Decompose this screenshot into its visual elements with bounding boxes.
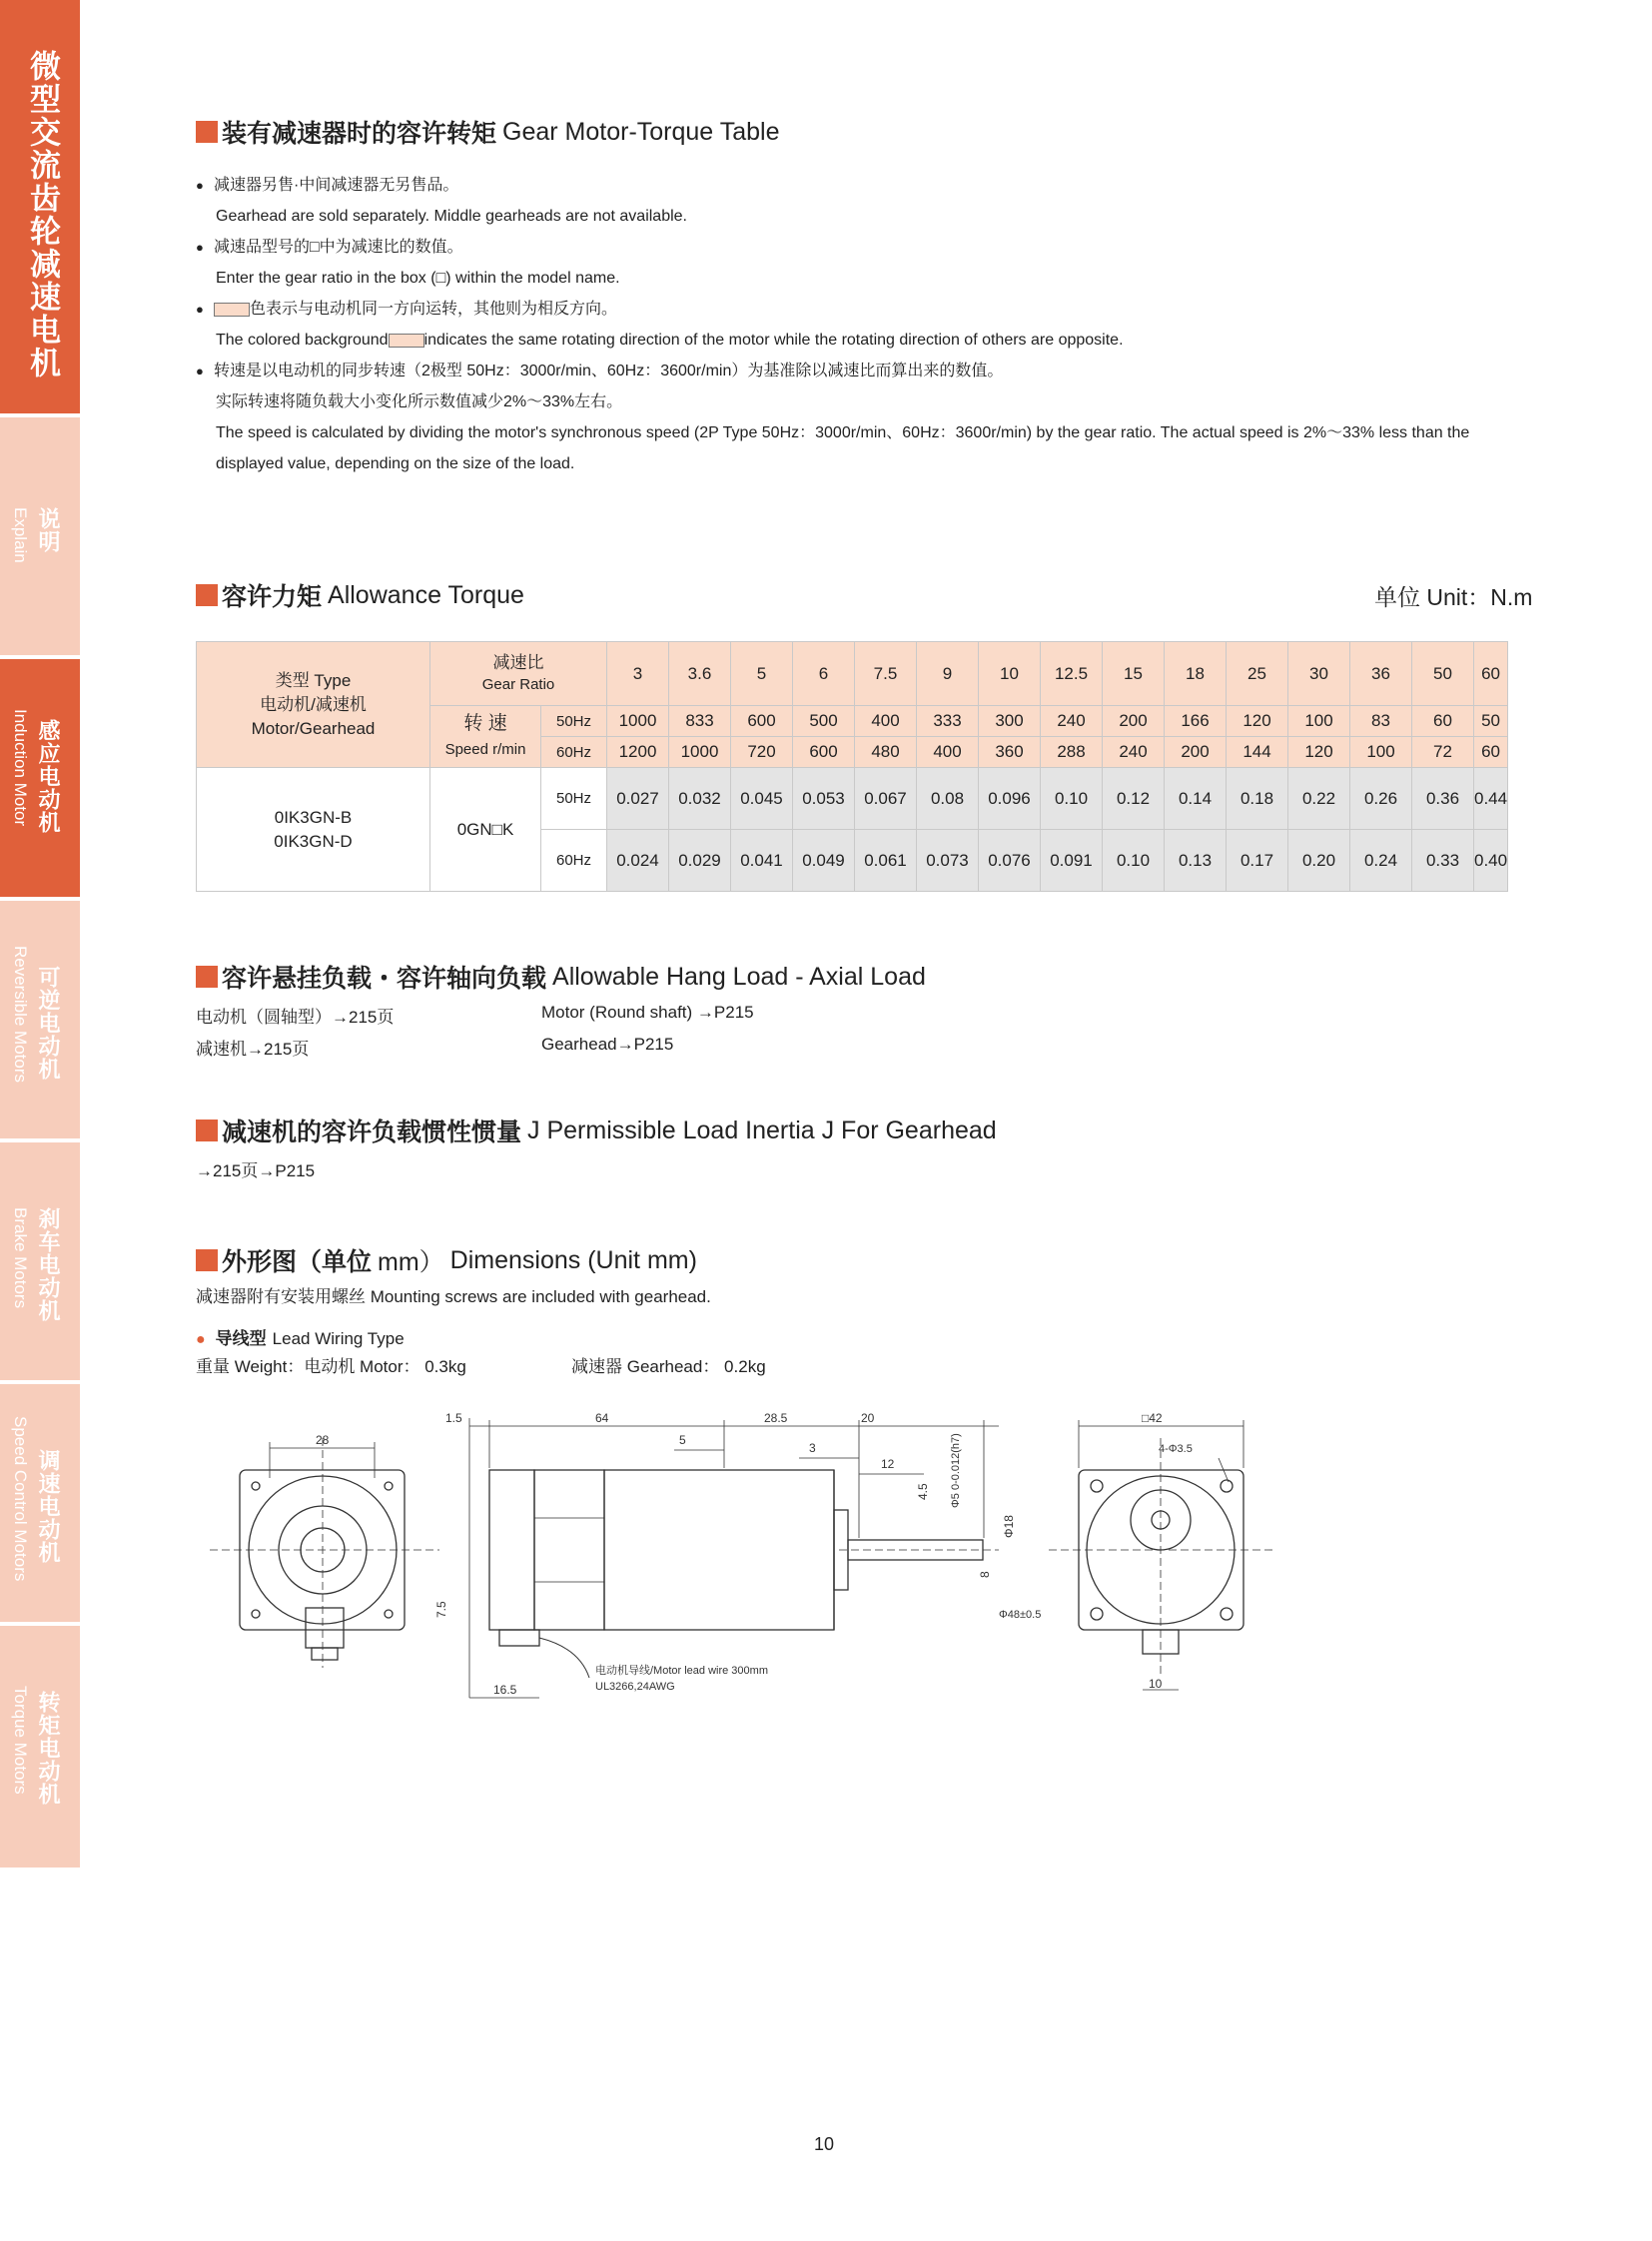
speed-cell: 360 xyxy=(979,737,1041,768)
dim-28-5: 28.5 xyxy=(764,1411,788,1425)
dim-shaft-dia: Φ5 0-0.012(h7) xyxy=(950,1433,962,1508)
speed-cell: 240 xyxy=(1041,706,1103,737)
sidebar-item-induction-motor[interactable]: 感应电动机 Induction Motor xyxy=(0,659,80,897)
torque-cell: 0.10 xyxy=(1041,768,1103,830)
torque-cell: 0.20 xyxy=(1288,830,1350,892)
ratio-cell: 10 xyxy=(979,642,1041,706)
lead-wiring-type: ● 导线型 Lead Wiring Type xyxy=(196,1329,405,1348)
hz-60-label: 60Hz xyxy=(541,737,607,768)
torque-cell: 0.045 xyxy=(731,768,793,830)
note-2-en: Enter the gear ratio in the box (□) within the model name. xyxy=(216,270,620,287)
torque-cell: 0.18 xyxy=(1227,768,1288,830)
section-title-torque-table: 装有减速器时的容许转矩 Gear Motor-Torque Table xyxy=(196,114,779,150)
sidebar-main-title: 微型交流齿轮减速电机 xyxy=(25,50,60,379)
hz-50-label: 50Hz xyxy=(541,768,607,830)
speed-cell: 1000 xyxy=(607,706,669,737)
torque-cell: 0.027 xyxy=(607,768,669,830)
type-header: 类型 Type 电动机/减速机 Motor/Gearhead xyxy=(197,642,430,768)
dim-28: 28 xyxy=(316,1433,330,1447)
sidebar-item-brake-motors[interactable]: 刹车电动机 Brake Motors xyxy=(0,1142,80,1380)
note-1-en: Gearhead are sold separately. Middle gearheads are not available. xyxy=(216,208,687,225)
dim-10: 10 xyxy=(1149,1677,1163,1691)
speed-cell: 200 xyxy=(1103,706,1165,737)
speed-cell: 72 xyxy=(1412,737,1474,768)
speed-cell: 833 xyxy=(669,706,731,737)
front-view-motor xyxy=(210,1438,439,1668)
page-number: 10 xyxy=(814,2134,835,2154)
speed-cell: 400 xyxy=(855,706,917,737)
ratio-cell: 36 xyxy=(1350,642,1412,706)
dim-7-5: 7.5 xyxy=(434,1601,448,1618)
motor-lead-wire-label: 电动机导线/Motor lead wire 300mm xyxy=(595,1665,768,1677)
bullet-icon: ● xyxy=(196,1331,206,1348)
dim-16-5: 16.5 xyxy=(493,1683,517,1697)
motor-model: 0IK3GN-B 0IK3GN-D xyxy=(197,768,430,892)
sidebar-item-speed-control-motors[interactable]: 调速电动机 Speed Control Motors xyxy=(0,1384,80,1622)
ratio-cell: 3 xyxy=(607,642,669,706)
note-3-cn: ● 色表示与电动机同一方向运转，其他则为相反方向。 xyxy=(196,301,618,318)
section-title-hang-load: 容许悬挂负载・容许轴向负载 Allowable Hang Load - Axial Load xyxy=(196,959,926,995)
sidebar-item-torque-motors[interactable]: 转矩电动机 Torque Motors xyxy=(0,1626,80,1868)
torque-cell: 0.17 xyxy=(1227,830,1288,892)
note-4-cn: ● 转速是以电动机的同步转速（2极型 50Hz：3000r/min、60Hz：3600r/min）为基准除以减速比而算出来的数值。 xyxy=(196,363,1004,379)
dim-8: 8 xyxy=(978,1571,992,1578)
speed-cell: 60 xyxy=(1412,706,1474,737)
torque-cell: 0.22 xyxy=(1288,768,1350,830)
torque-cell: 0.041 xyxy=(731,830,793,892)
weight-motor: 重量 Weight：电动机 Motor： 0.3kg xyxy=(196,1357,466,1376)
ratio-cell: 50 xyxy=(1412,642,1474,706)
torque-cell: 0.032 xyxy=(669,768,731,830)
note-4-en: The speed is calculated by dividing the motor's synchronous speed (2P Type 50Hz：3000r/min、60Hz：3600r/min) by the gear ratio. The actual speed is 2%～33% less than the displayed value, depending on the size of the load. xyxy=(216,424,1470,472)
speed-cell: 600 xyxy=(793,737,855,768)
torque-cell: 0.091 xyxy=(1041,830,1103,892)
note-2-cn: ● 减速品型号的□中为减速比的数值。 xyxy=(196,239,463,256)
torque-cell: 0.12 xyxy=(1103,768,1165,830)
torque-cell: 0.053 xyxy=(793,768,855,830)
speed-cell: 100 xyxy=(1288,706,1350,737)
hz-50-label: 50Hz xyxy=(541,706,607,737)
unit-label: 单位 Unit：N.m xyxy=(1374,584,1533,610)
dim-1-5: 1.5 xyxy=(445,1411,462,1425)
speed-cell: 120 xyxy=(1227,706,1288,737)
torque-cell: 0.049 xyxy=(793,830,855,892)
ratio-cell: 3.6 xyxy=(669,642,731,706)
dim-4-5: 4.5 xyxy=(916,1483,930,1500)
speed-cell: 144 xyxy=(1227,737,1288,768)
ratio-cell: 15 xyxy=(1103,642,1165,706)
hang-load-gearhead-en: Gearhead→P215 xyxy=(541,1035,674,1054)
speed-cell: 480 xyxy=(855,737,917,768)
speed-cell: 1000 xyxy=(669,737,731,768)
speed-cell: 166 xyxy=(1165,706,1227,737)
speed-cell: 200 xyxy=(1165,737,1227,768)
dim-sq42: □42 xyxy=(1142,1411,1163,1425)
speed-cell: 333 xyxy=(917,706,979,737)
ratio-cell: 9 xyxy=(917,642,979,706)
torque-cell: 0.40 xyxy=(1474,830,1508,892)
torque-cell: 0.13 xyxy=(1165,830,1227,892)
ratio-cell: 30 xyxy=(1288,642,1350,706)
front-view-gearhead xyxy=(1049,1420,1273,1690)
hz-60-label: 60Hz xyxy=(541,830,607,892)
dim-holes: 4-Φ3.5 xyxy=(1159,1443,1193,1455)
load-inertia-ref: →215页→P215 xyxy=(196,1161,316,1180)
ratio-cell: 6 xyxy=(793,642,855,706)
torque-cell: 0.10 xyxy=(1103,830,1165,892)
torque-cell: 0.24 xyxy=(1350,830,1412,892)
torque-cell: 0.073 xyxy=(917,830,979,892)
sidebar-item-reversible-motors[interactable]: 可逆电动机 Reversible Motors xyxy=(0,901,80,1138)
dim-20: 20 xyxy=(861,1411,875,1425)
speed-cell: 50 xyxy=(1474,706,1508,737)
speed-cell: 60 xyxy=(1474,737,1508,768)
speed-cell: 600 xyxy=(731,706,793,737)
ratio-cell: 12.5 xyxy=(1041,642,1103,706)
ratio-cell: 60 xyxy=(1474,642,1508,706)
section-title-allowance-torque: 容许力矩 Allowance Torque xyxy=(196,577,524,613)
torque-cell: 0.44 xyxy=(1474,768,1508,830)
gear-ratio-header: 减速比 Gear Ratio xyxy=(430,642,607,706)
speed-cell: 100 xyxy=(1350,737,1412,768)
torque-cell: 0.14 xyxy=(1165,768,1227,830)
side-view xyxy=(469,1418,999,1698)
dim-3: 3 xyxy=(809,1441,816,1455)
ratio-cell: 25 xyxy=(1227,642,1288,706)
ratio-cell: 7.5 xyxy=(855,642,917,706)
dim-64: 64 xyxy=(595,1411,609,1425)
ratio-cell: 5 xyxy=(731,642,793,706)
speed-cell: 1200 xyxy=(607,737,669,768)
sidebar-item-explain[interactable]: 说明 Explain xyxy=(0,417,80,655)
torque-cell: 0.029 xyxy=(669,830,731,892)
note-4-cn2: 实际转速将随负载大小变化所示数值减少2%～33%左右。 xyxy=(216,393,623,410)
speed-cell: 300 xyxy=(979,706,1041,737)
ratio-cell: 18 xyxy=(1165,642,1227,706)
section-title-load-inertia: 减速机的容许负载惯性惯量 J Permissible Load Inertia J For Gearhead xyxy=(196,1113,997,1148)
weight-gearhead: 减速器 Gearhead： 0.2kg xyxy=(571,1357,766,1376)
speed-cell: 500 xyxy=(793,706,855,737)
torque-cell: 0.26 xyxy=(1350,768,1412,830)
hang-load-motor-en: Motor (Round shaft) →P215 xyxy=(541,1003,754,1022)
note-3-en: The colored background indicates the same rotating direction of the motor while the rotating direction of others are opposite. xyxy=(216,332,1124,349)
speed-cell: 120 xyxy=(1288,737,1350,768)
section-title-dimensions: 外形图（单位 mm） Dimensions (Unit mm) xyxy=(196,1242,697,1278)
dim-phi18: Φ18 xyxy=(1002,1515,1016,1538)
dim-phi48: Φ48±0.5 xyxy=(999,1609,1042,1621)
torque-cell: 0.076 xyxy=(979,830,1041,892)
speed-cell: 83 xyxy=(1350,706,1412,737)
mounting-screws-note: 减速器附有安装用螺丝 Mounting screws are included with gearhead. xyxy=(196,1287,711,1306)
torque-cell: 0.067 xyxy=(855,768,917,830)
speed-cell: 400 xyxy=(917,737,979,768)
note-1-cn: ● 减速器另售·中间减速器无另售品。 xyxy=(196,177,459,194)
torque-cell: 0.024 xyxy=(607,830,669,892)
dim-5: 5 xyxy=(679,1433,686,1447)
hang-load-motor-cn: 电动机（圆轴型）→215页 xyxy=(196,1008,395,1027)
hang-load-gearhead-cn: 减速机→215页 xyxy=(196,1040,310,1059)
speed-cell: 288 xyxy=(1041,737,1103,768)
speed-cell: 720 xyxy=(731,737,793,768)
dim-12: 12 xyxy=(881,1457,895,1471)
speed-header: 转 速 Speed r/min xyxy=(430,706,541,768)
torque-cell: 0.08 xyxy=(917,768,979,830)
torque-cell: 0.096 xyxy=(979,768,1041,830)
torque-cell: 0.33 xyxy=(1412,830,1474,892)
speed-cell: 240 xyxy=(1103,737,1165,768)
gearhead-model: 0GN□K xyxy=(430,768,541,892)
torque-cell: 0.061 xyxy=(855,830,917,892)
wire-spec-label: UL3266,24AWG xyxy=(595,1681,675,1693)
torque-cell: 0.36 xyxy=(1412,768,1474,830)
